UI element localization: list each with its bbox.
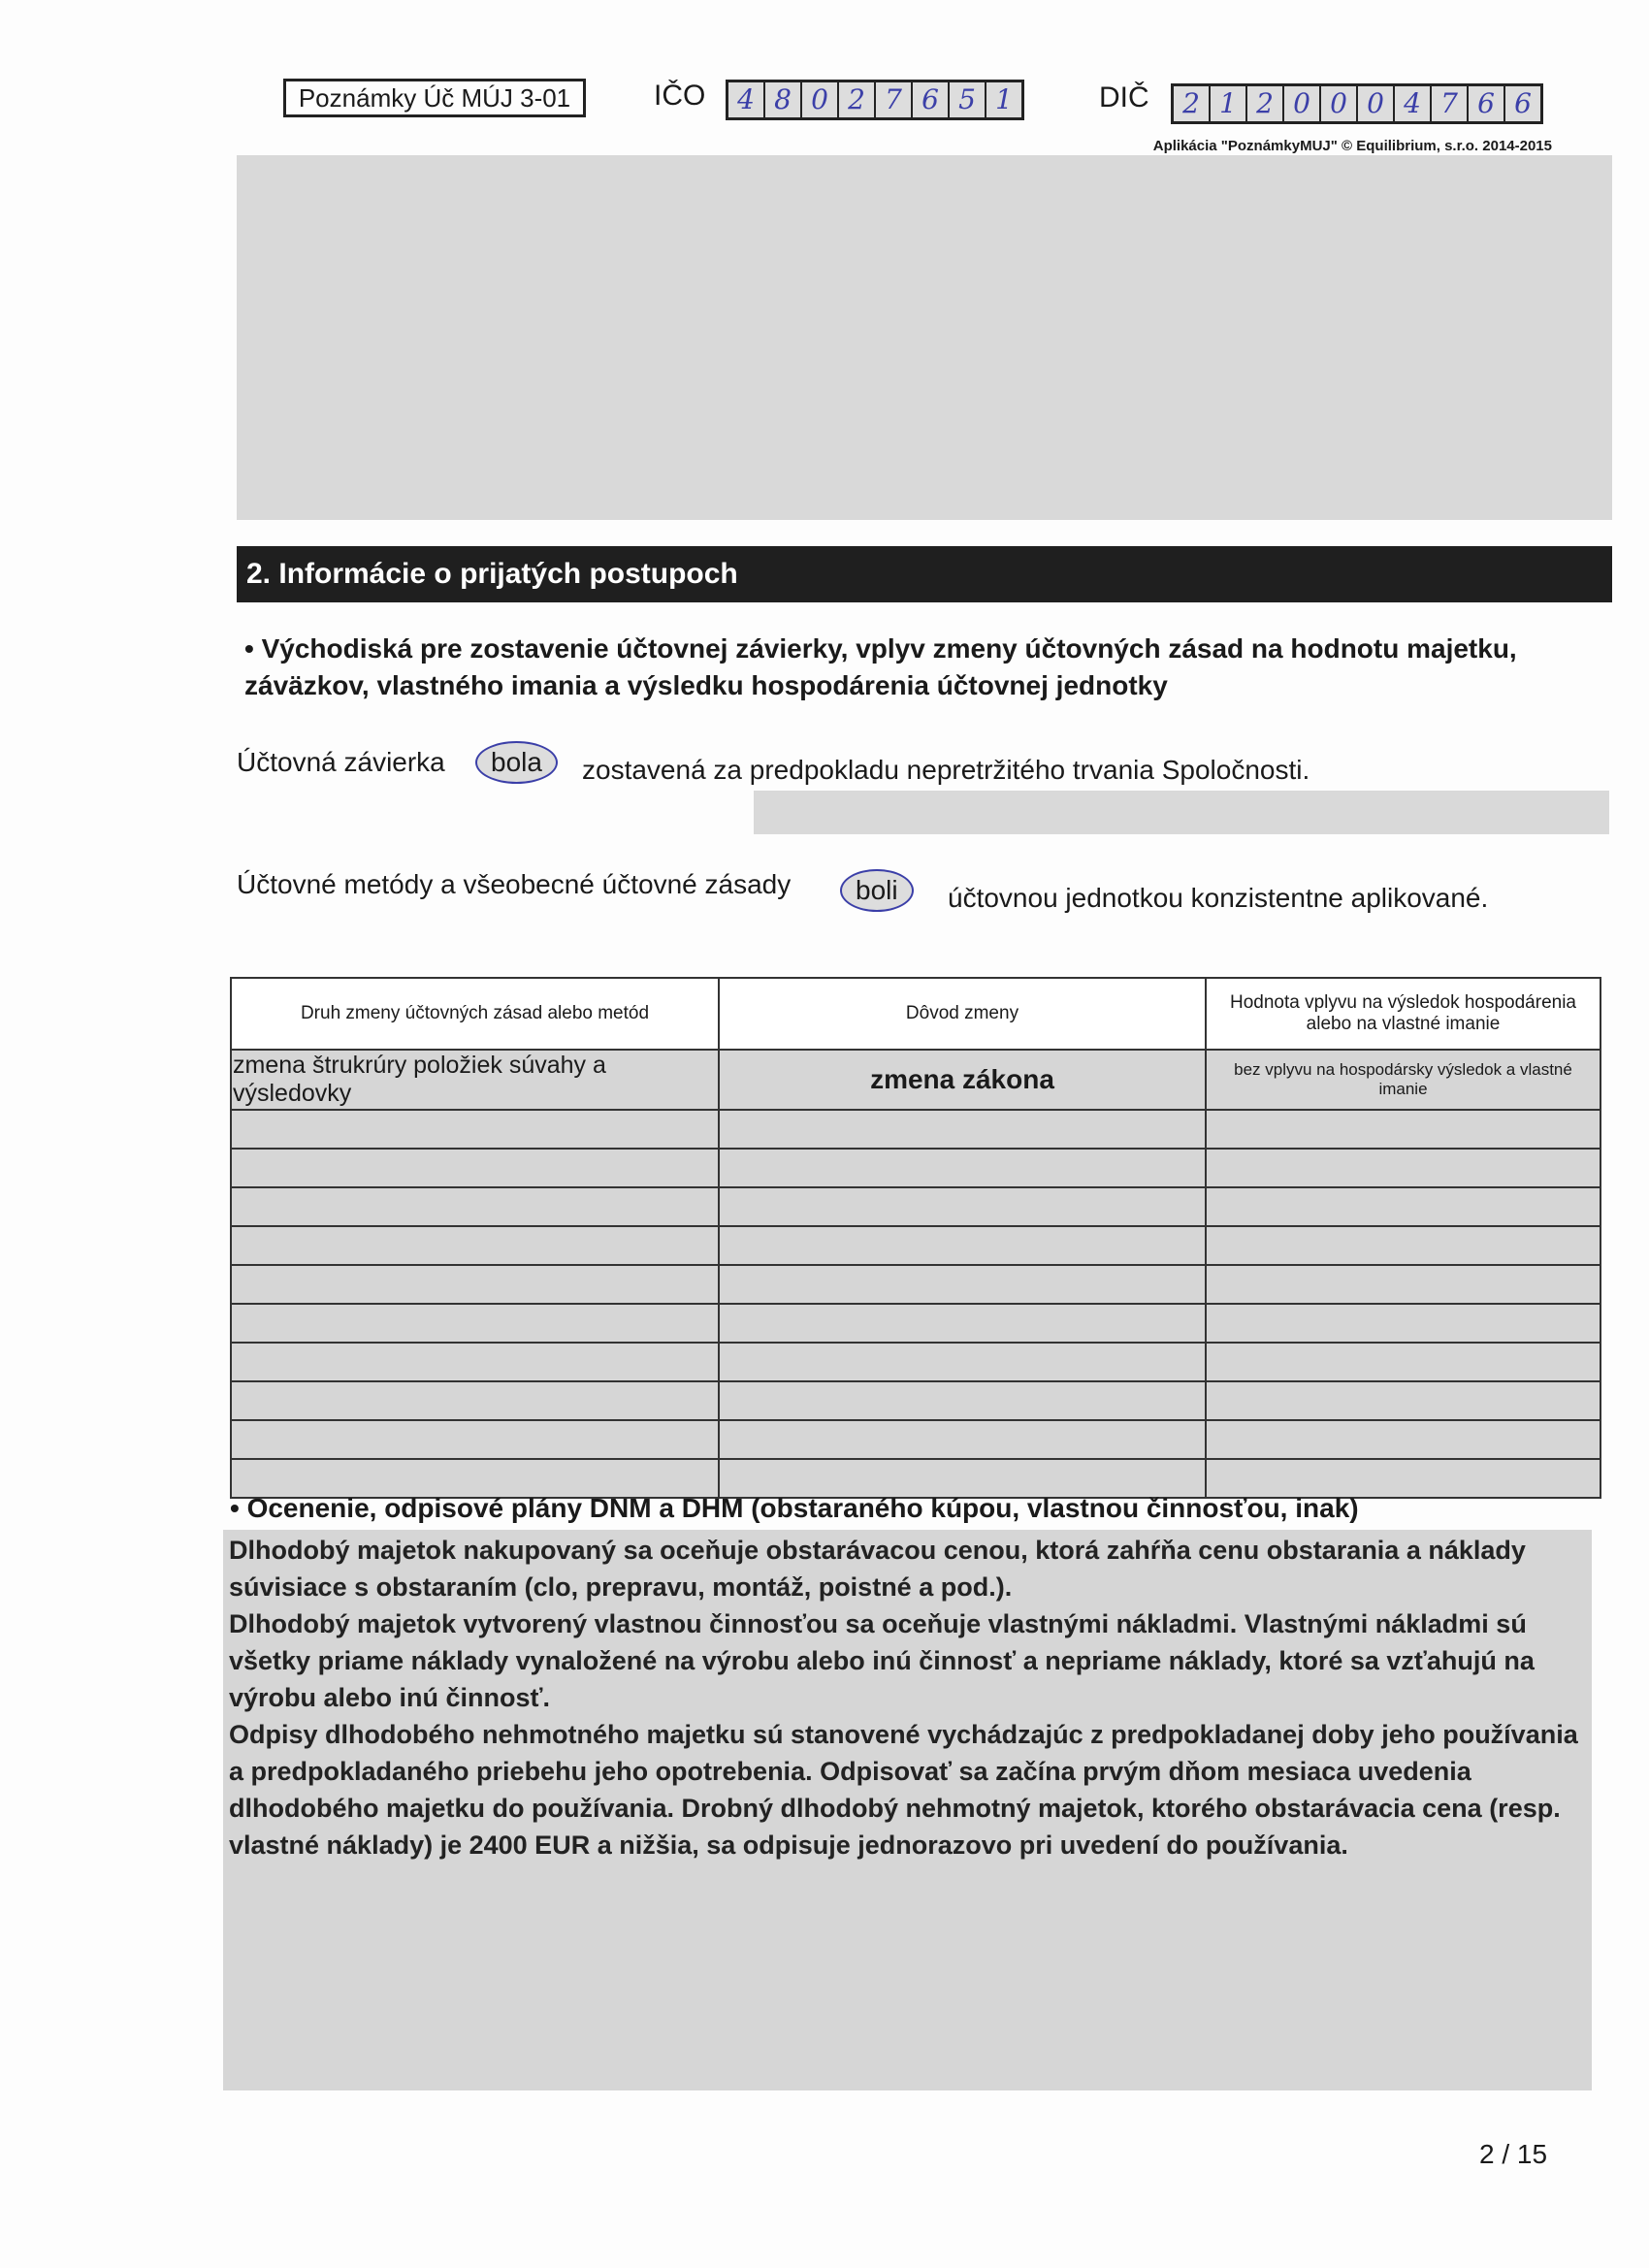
bullet-heading-2: • Ocenenie, odpisové plány DNM a DHM (obstaraného kúpou, vlastnou činnosťou, inak): [230, 1493, 1359, 1523]
digit-box: 7: [1432, 86, 1469, 121]
table-cell: zmena zákona: [719, 1050, 1206, 1110]
table-cell: [1206, 1304, 1600, 1343]
ico-field: [726, 80, 1024, 120]
table-cell: [1206, 1265, 1600, 1304]
redacted-strip: [754, 791, 1609, 834]
table-cell: [1206, 1226, 1600, 1265]
table-cell: [231, 1187, 719, 1226]
digit-box: 1: [1211, 86, 1247, 121]
col-header-impact: Hodnota vplyvu na výsledok hospodárenia alebo na vlastné imanie: [1206, 978, 1600, 1050]
statement-2-prefix: Účtovné metódy a všeobecné účtovné zásady: [237, 869, 792, 899]
digit-box: 1: [986, 82, 1021, 117]
table-cell: [719, 1149, 1206, 1187]
table-row: [231, 1110, 1600, 1149]
table-cell: [719, 1265, 1206, 1304]
table-cell: [719, 1226, 1206, 1265]
table-cell: [1206, 1149, 1600, 1187]
statement-2-suffix: účtovnou jednotkou konzistentne aplikované.: [948, 883, 1489, 913]
digit-box: 0: [1321, 86, 1358, 121]
app-credit: Aplikácia "PoznámkyMUJ" © Equilibrium, s.r.o. 2014-2015: [1152, 138, 1552, 154]
digit-box: 7: [876, 82, 913, 117]
statement-1-suffix: zostavená za predpokladu nepretržitého trvania Spoločnosti.: [582, 755, 1310, 785]
digit-box: 4: [1395, 86, 1432, 121]
table-cell: [231, 1265, 719, 1304]
table-cell: zmena štrukrúry položiek súvahy a výsledovky: [231, 1050, 719, 1110]
redacted-area: [237, 155, 1612, 520]
table-row: [231, 1187, 1600, 1226]
table-cell: [719, 1381, 1206, 1420]
paragraph: Odpisy dlhodobého nehmotného majetku sú stanovené vychádzajúc z predpokladanej doby jeho používania a predpokladaného priebehu jeho opotrebenia. Odpisovať sa začína prvým dňom mesiaca uvedenia dlhodobého majetku do používania. Drobný dlhodobý nehmotný majetok, ktorého obstarávacia cena (resp. vlastné náklady) je 2400 EUR a nižšia, sa odpisuje jednorazovo pri uvedení do používania.: [229, 1720, 1578, 1860]
table-row: [231, 1050, 1600, 1110]
table-cell: [231, 1149, 719, 1187]
changes-table: [230, 977, 1601, 1499]
digit-box: 0: [802, 82, 839, 117]
table-cell: [231, 1304, 719, 1343]
table-row: [231, 1226, 1600, 1265]
digit-box: 5: [950, 82, 986, 117]
table-row: [231, 1420, 1600, 1459]
form-code: Poznámky Úč MÚJ 3-01: [283, 79, 586, 117]
section-title: 2. Informácie o prijatých postupoch: [237, 546, 1612, 602]
digit-box: 4: [728, 82, 765, 117]
table-cell: [1206, 1381, 1600, 1420]
digit-box: 2: [839, 82, 876, 117]
table-cell: [231, 1226, 719, 1265]
table-row: [231, 1304, 1600, 1343]
bullet-heading-1: • Východiská pre zostavenie účtovnej závierky, vplyv zmeny účtovných zásad na hodnotu majetku, záväzkov, vlastného imania a výsledku hospodárenia účtovnej jednotky: [244, 633, 1517, 700]
dic-label: DIČ: [1099, 81, 1149, 113]
table-cell: [1206, 1343, 1600, 1381]
table-cell: [719, 1187, 1206, 1226]
digit-box: 6: [1469, 86, 1505, 121]
table-row: [231, 1381, 1600, 1420]
table-cell: [1206, 1187, 1600, 1226]
col-header-type: Druh zmeny účtovných zásad alebo metód: [231, 978, 719, 1050]
digit-box: 0: [1358, 86, 1395, 121]
digit-box: 6: [913, 82, 950, 117]
digit-box: 6: [1505, 86, 1540, 121]
valuation-text: [223, 1530, 1592, 2090]
digit-box: 8: [765, 82, 802, 117]
table-row: [231, 1343, 1600, 1381]
table-cell: [719, 1420, 1206, 1459]
table-cell: [719, 1110, 1206, 1149]
table-cell: bez vplyvu na hospodársky výsledok a vlastné imanie: [1206, 1050, 1600, 1110]
digit-box: 0: [1284, 86, 1321, 121]
table-row: [231, 1149, 1600, 1187]
table-row: [231, 1265, 1600, 1304]
dic-field: [1171, 83, 1543, 124]
table-cell: [719, 1304, 1206, 1343]
col-header-reason: Dôvod zmeny: [719, 978, 1206, 1050]
table-cell: [231, 1343, 719, 1381]
table-cell: [231, 1420, 719, 1459]
paragraph: Dlhodobý majetok nakupovaný sa oceňuje obstarávacou cenou, ktorá zahŕňa cenu obstarania a náklady súvisiace s obstaraním (clo, prepravu, montáž, poistné a pod.).: [229, 1536, 1526, 1602]
paragraph: Dlhodobý majetok vytvorený vlastnou činnosťou sa oceňuje vlastnými nákladmi. Vlastnými nákladmi sú všetky priame náklady vynaložené na výrobu alebo inú činnosť a nepriame náklady, ktoré sa vzťahujú na výrobu alebo inú činnosť.: [229, 1609, 1535, 1712]
table-cell: [231, 1381, 719, 1420]
table-cell: [1206, 1110, 1600, 1149]
digit-box: 2: [1247, 86, 1284, 121]
statement-1-prefix: Účtovná závierka: [237, 747, 445, 777]
table-cell: [231, 1110, 719, 1149]
digit-box: 2: [1174, 86, 1211, 121]
table-cell: [719, 1343, 1206, 1381]
statement-2-choice: boli: [840, 869, 914, 912]
ico-label: IČO: [654, 80, 706, 112]
statement-1-choice: bola: [475, 741, 558, 784]
page-number: 2 / 15: [1479, 2139, 1548, 2169]
table-cell: [1206, 1420, 1600, 1459]
